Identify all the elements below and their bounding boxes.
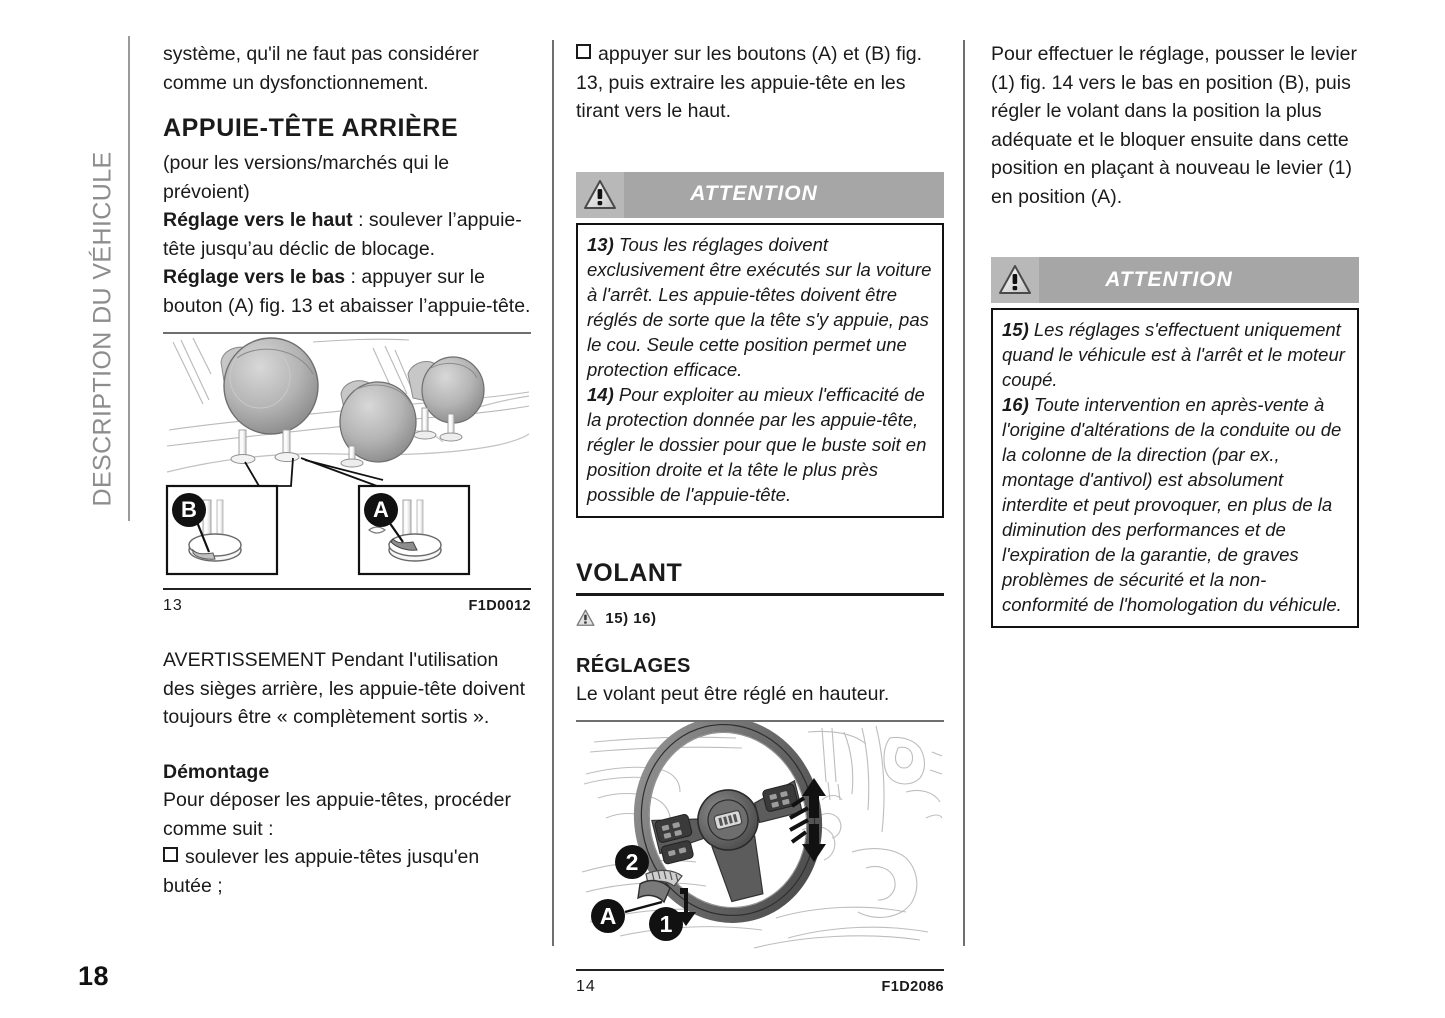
svg-text:A: A xyxy=(599,903,617,929)
column-middle xyxy=(576,40,944,1001)
attention-banner-right xyxy=(991,257,1359,303)
warning-triangle-icon xyxy=(991,257,1039,303)
figure-13-caption xyxy=(163,590,531,621)
demontage-bullet-1 xyxy=(163,843,531,900)
square-bullet-icon xyxy=(576,44,591,59)
figure-13-image xyxy=(163,334,531,588)
column-divider-2 xyxy=(963,40,965,946)
warning-text: Tous les réglages doivent exclusivement être exécutés sur la voiture à l'arrêt. Les appuie-têtes doivent être réglés de sorte que la tête s'y appuie, pas le cou. Seule cette position permet une protection efficace. xyxy=(587,233,932,380)
figure-14-number: 14 xyxy=(576,977,596,995)
reglage-vers-le-bas xyxy=(163,263,531,320)
reglage-haut-label: Réglage vers le haut xyxy=(163,209,353,231)
versions-note: (pour les versions/marchés qui le prévoient) xyxy=(163,152,450,203)
heading-reglages: RÉGLAGES xyxy=(576,654,691,677)
callout-1 xyxy=(649,907,683,941)
warning-box-middle xyxy=(576,223,944,518)
warning-triangle-icon xyxy=(576,172,624,218)
figure-13-number: 13 xyxy=(163,596,183,614)
attention-label: ATTENTION xyxy=(690,182,818,206)
warning-number: 15) xyxy=(1002,319,1029,340)
figure-14 xyxy=(576,720,944,1001)
callout-2 xyxy=(615,845,649,879)
warning-triangle-icon xyxy=(576,610,600,632)
demontage-intro: Pour déposer les appuie-têtes, procéder comme suit : xyxy=(163,789,511,840)
demontage-bullet-2-text: appuyer sur les boutons (A) et (B) fig. 13, puis extraire les appuie-tête en les tirant vers le haut. xyxy=(576,43,923,122)
column-left xyxy=(163,40,531,900)
avertissement-paragraph: AVERTISSEMENT Pendant l'utilisation des sièges arrière, les appuie-tête doivent toujours être « complètement sortis ». xyxy=(163,649,526,728)
square-bullet-icon xyxy=(163,847,178,862)
figure-13-code: F1D0012 xyxy=(468,597,531,614)
svg-text:2: 2 xyxy=(625,849,639,875)
reglage-bas-text: : appuyer sur le bouton (A) fig. 13 et abaisser l’appuie-tête. xyxy=(163,266,531,317)
column-divider-1 xyxy=(552,40,554,946)
reglage-bas-label: Réglage vers le bas xyxy=(163,266,346,288)
svg-text:B: B xyxy=(181,497,197,522)
warning-text: Pour exploiter au mieux l'efficacité de la protection donnée par les appuie-tête, régler le dossier pour que le buste soit en position droite et la tête le plus près possible de l'appuie-tête. xyxy=(587,383,927,505)
warning-item xyxy=(587,382,933,507)
warning-item xyxy=(587,232,933,382)
running-head-label: DESCRIPTION DU VÉHICULE xyxy=(88,151,117,507)
reglage-vers-le-haut xyxy=(163,206,531,263)
reglages-paragraph: Le volant peut être réglé en hauteur. xyxy=(576,682,890,705)
warning-text: Toute intervention en après-vente à l'origine d'altérations de la conduite ou de la colonne de la direction (par ex., montage d'antivol) est absolument interdite et peut provoquer, en plus de la diminution des performances et de l'expiration de la garantie, de graves problèmes de sécurité et la non-conformité de l'homologation du véhicule. xyxy=(1002,394,1342,615)
heading-volant: VOLANT xyxy=(576,556,944,596)
attention-label: ATTENTION xyxy=(1105,267,1233,291)
demontage-bullet-1-text: soulever les appuie-têtes jusqu'en butée ; xyxy=(163,846,480,897)
running-head xyxy=(78,36,130,521)
warning-number: 14) xyxy=(587,383,614,405)
page-number: 18 xyxy=(78,961,110,991)
warning-number: 16) xyxy=(1002,394,1029,415)
warning-text: Les réglages s'effectuent uniquement quand le véhicule est à l'arrêt et le moteur coupé. xyxy=(1002,319,1345,390)
volant-warning-refs xyxy=(576,604,944,634)
warning-number: 13) xyxy=(587,233,614,255)
detail-box-a xyxy=(359,486,469,574)
svg-text:A: A xyxy=(373,497,389,522)
heading-demontage: Démontage xyxy=(163,760,270,783)
intro-paragraph: système, qu'il ne faut pas considérer comme un dysfonctionnement. xyxy=(163,43,479,94)
volant-adjust-paragraph: Pour effectuer le réglage, pousser le levier (1) fig. 14 vers le bas en position (B), puis régler le volant dans la position la plus adéquate et le bloquer ensuite dans cette position en plaçant à nouveau le levier (1) en position (A). xyxy=(991,43,1358,208)
running-head-rule xyxy=(128,36,130,521)
heading-appuie-tete-arriere: APPUIE-TÊTE ARRIÈRE xyxy=(163,114,459,142)
rear-headrest-illustration xyxy=(163,334,531,579)
warning-reference-numbers: 15) 16) xyxy=(605,609,657,627)
figure-14-image xyxy=(576,722,944,969)
figure-14-code: F1D2086 xyxy=(881,978,944,995)
figure-14-caption xyxy=(576,971,944,1002)
detail-box-b xyxy=(167,486,277,574)
warning-box-right xyxy=(991,308,1359,628)
warning-item xyxy=(1002,317,1348,392)
figure-13 xyxy=(163,332,531,620)
column-right xyxy=(991,40,1359,628)
svg-text:1: 1 xyxy=(659,911,673,937)
attention-banner-middle xyxy=(576,172,944,218)
steering-wheel-illustration xyxy=(576,722,944,960)
reglage-haut-text: : soulever l’appuie-tête jusqu’au déclic de blocage. xyxy=(163,209,522,260)
warning-item xyxy=(1002,392,1348,617)
demontage-bullet-2 xyxy=(576,40,944,126)
